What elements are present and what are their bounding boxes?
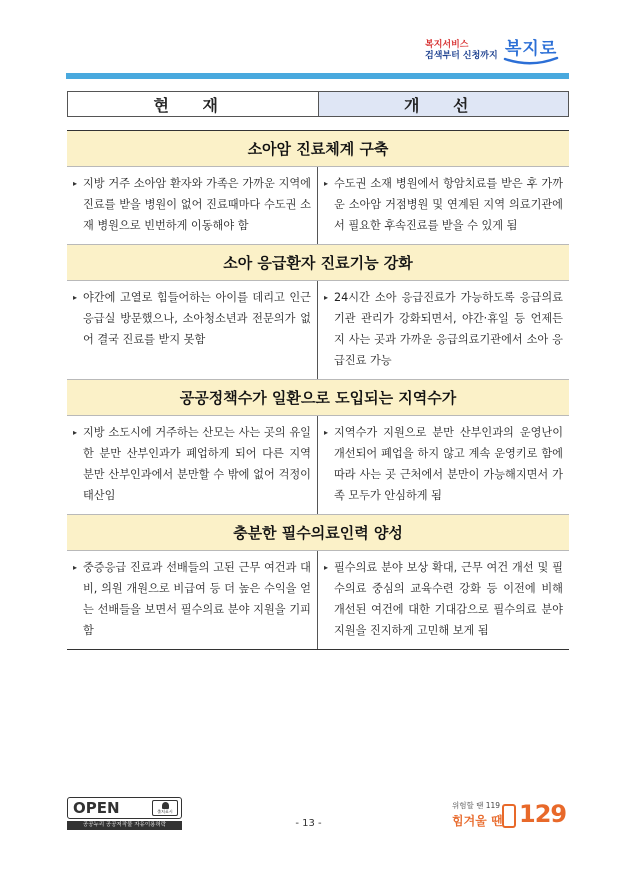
current-text: 지방 소도시에 거주하는 산모는 사는 곳의 유일한 분만 산부인과가 폐업하게 되어 다른 지역 분만 산부인과에서 분만할 수 밖에 없어 걱정이 태산임	[83, 426, 311, 502]
section-title: 충분한 필수의료인력 양성	[67, 515, 569, 551]
improved-text: 수도권 소재 병원에서 항암치료를 받은 후 가까운 소아암 거점병원 및 연계된 지역 의료기관에서 필요한 후속진료를 받을 수 있게 됨	[334, 177, 563, 232]
current-cell	[67, 416, 318, 514]
triangle-bullet-icon: ▸	[73, 563, 78, 572]
person-icon	[162, 802, 169, 809]
improved-cell	[318, 416, 569, 514]
hotline-small-text: 위험할 땐 119	[452, 801, 501, 810]
current-cell	[67, 167, 318, 244]
open-strip: 공공누리 공공저작물 자유이용허락	[67, 821, 182, 830]
section-title: 소아암 진료체계 구축	[67, 131, 569, 167]
triangle-bullet-icon: ▸	[324, 563, 329, 572]
improved-text: 필수의료 분야 보상 확대, 근무 여건 개선 및 필수의료 중심의 교육수련 강화 등 이전에 비해 개선된 여건에 대한 기대감으로 필수의료 분야 지원을 진지하게 고민해 보게 됨	[334, 561, 563, 637]
hotline-logo	[452, 800, 572, 830]
current-text: 중증응급 진료과 선배들의 고된 근무 여건과 대비, 의원 개원으로 비급여 등 더 높은 수익을 얻는 선배들을 보면서 필수의료 분야 지원을 기피함	[83, 561, 311, 637]
current-cell	[67, 281, 318, 379]
triangle-bullet-icon: ▸	[73, 428, 78, 437]
open-box	[67, 797, 182, 819]
phone-icon	[502, 804, 516, 828]
triangle-bullet-icon: ▸	[73, 293, 78, 302]
section-row	[67, 167, 569, 245]
current-text: 야간에 고열로 힘들어하는 아이를 데리고 인근 응급실 방문했으나, 소아청소년과 전문의가 없어 결국 진료를 받지 못함	[83, 291, 311, 346]
logo-swoosh-icon	[503, 56, 559, 66]
section-title: 공공정책수가 일환으로 도입되는 지역수가	[67, 380, 569, 416]
logo-line2: 검색부터 신청까지	[425, 51, 498, 61]
triangle-bullet-icon: ▸	[324, 428, 329, 437]
column-improved: 개 선	[319, 92, 569, 116]
improved-cell	[318, 281, 569, 379]
logo-line1: 복지서비스	[425, 40, 469, 50]
column-header	[67, 91, 569, 117]
section-row	[67, 281, 569, 380]
triangle-bullet-icon: ▸	[324, 293, 329, 302]
attribution-label: 출처표시	[157, 809, 173, 814]
improved-text: 24시간 소아 응급진료가 가능하도록 응급의료기관 관리가 강화되면서, 야간·휴일 등 언제든지 사는 곳과 가까운 응급의료기관에서 소아 응급진료 가능	[334, 291, 563, 367]
comparison-table	[67, 130, 569, 650]
header-rule	[66, 73, 569, 79]
logo-mark: 복지로	[505, 39, 558, 59]
open-word: OPEN	[73, 799, 120, 817]
improved-cell	[318, 167, 569, 244]
section-row	[67, 416, 569, 515]
improved-cell	[318, 551, 569, 649]
current-text: 지방 거주 소아암 환자와 가족은 가까운 지역에 진료를 받을 병원이 없어 진료때마다 수도권 소재 병원으로 빈번하게 이동해야 함	[83, 177, 311, 232]
bokjiro-logo	[425, 34, 565, 70]
hotline-number: 129	[519, 800, 567, 828]
attribution-badge-icon	[152, 800, 178, 816]
triangle-bullet-icon: ▸	[73, 179, 78, 188]
current-cell	[67, 551, 318, 649]
triangle-bullet-icon: ▸	[324, 179, 329, 188]
section-row	[67, 551, 569, 649]
hotline-big-text: 힘겨울 땐	[452, 814, 503, 828]
improved-text: 지역수가 지원으로 분만 산부인과의 운영난이 개선되어 폐업을 하지 않고 계속 운영키로 함에 따라 사는 곳 근처에서 분만이 가능해지면서 가족 모두가 안심하게 됨	[334, 426, 563, 502]
page-number: - 13 -	[295, 818, 322, 829]
column-current: 현 재	[68, 92, 319, 116]
logo-text	[425, 40, 498, 62]
section-title: 소아 응급환자 진료기능 강화	[67, 245, 569, 281]
